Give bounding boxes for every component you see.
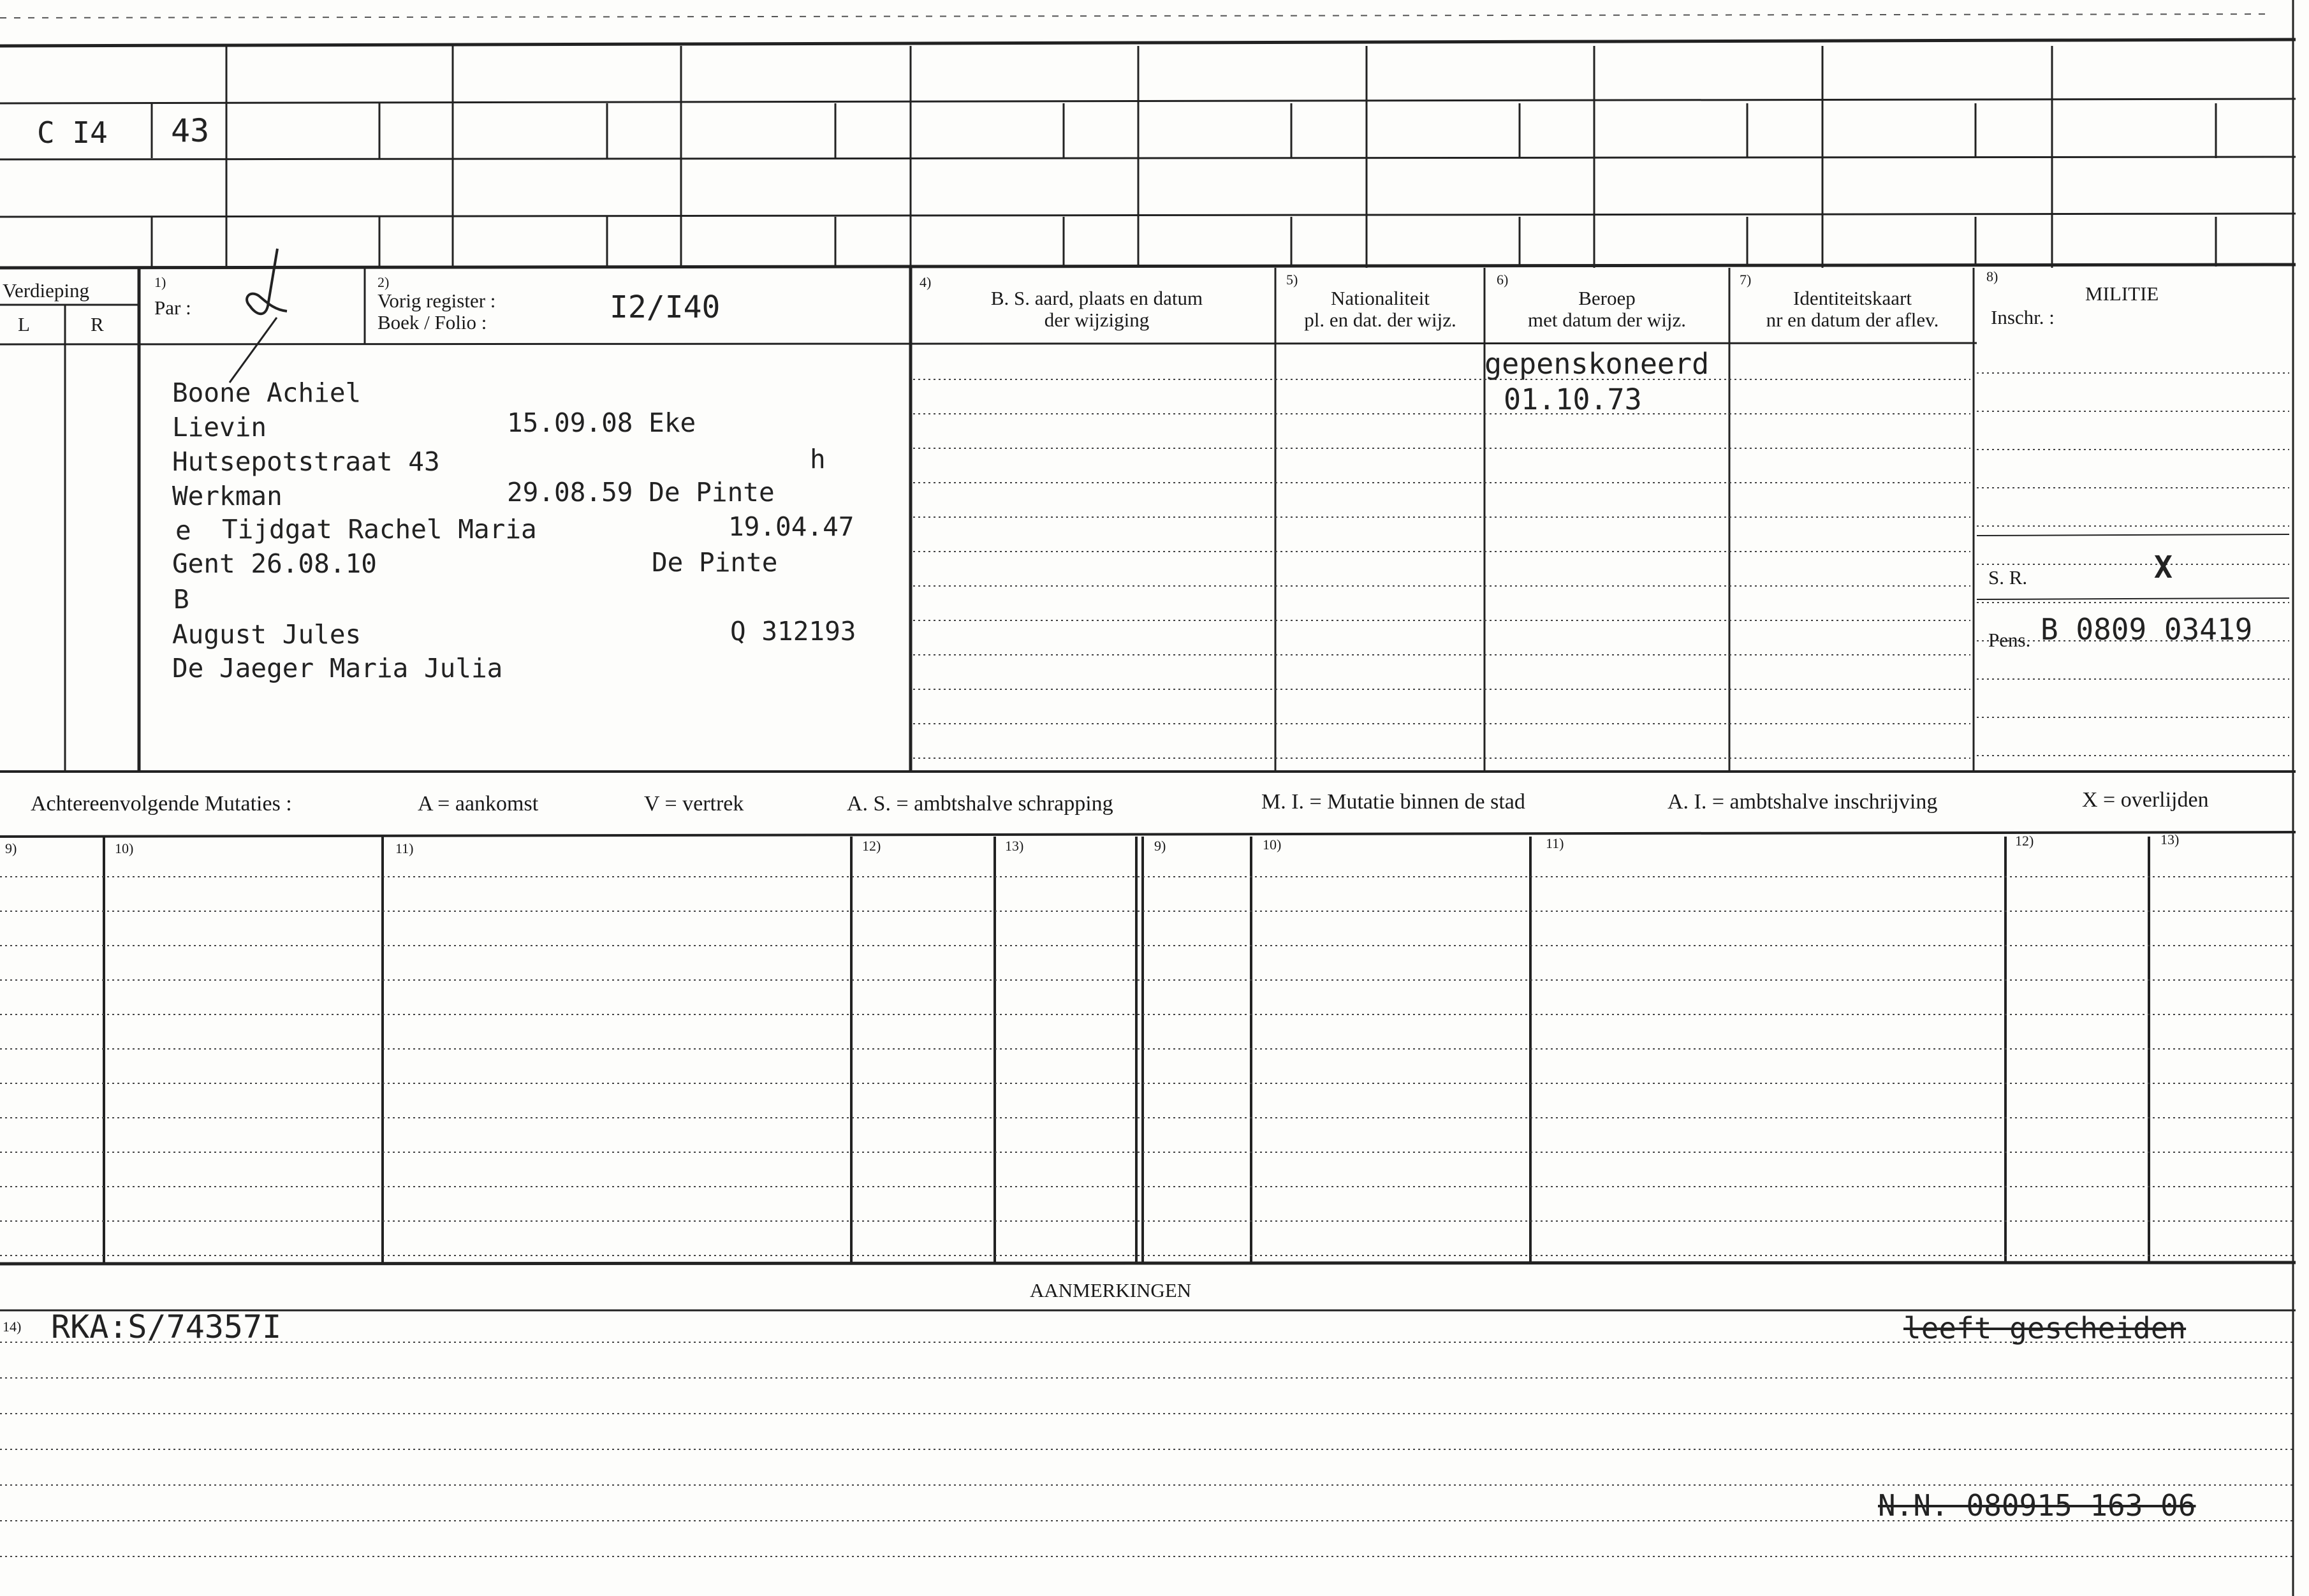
person-surname-firstname: Boone Achiel (172, 377, 362, 408)
person-married-prefix: e (175, 515, 191, 546)
header-verdieping: Verdieping (3, 279, 90, 302)
header-inschr: Inschr. : (1991, 306, 2055, 328)
person-spouse-date: 19.04.47 (728, 511, 854, 542)
header-col4-line2: der wijziging (1044, 309, 1150, 331)
legend-aankomst: A = aankomst (418, 792, 539, 816)
header-militie: MILITIE (2085, 282, 2159, 305)
person-second-name: Lievin (172, 412, 267, 443)
header-col5-line2: pl. en dat. der wijz. (1304, 309, 1456, 331)
militie-pens-value: B 0809 03419 (2041, 612, 2253, 647)
ruling-line (0, 40, 2296, 46)
legend-ambtshalve-schrapping: A. S. = ambtshalve schrapping (847, 792, 1113, 816)
militie-sr-label: S. R. (1988, 566, 2028, 589)
remarks-national-number: N.N. 080915 163 06 (1878, 1488, 2196, 1523)
remarks-title: AANMERKINGEN (1030, 1279, 1192, 1301)
col-number-2: 2) (378, 274, 390, 290)
ruling-line (0, 265, 2296, 268)
ruling-line (0, 14, 2270, 18)
person-occupation: Werkman (172, 481, 282, 511)
mut-col-12-left: 12) (862, 838, 881, 854)
previous-register-value: I2/I40 (610, 289, 721, 325)
person-father: August Jules (172, 619, 362, 650)
legend-vertrek: V = vertrek (644, 792, 744, 816)
ruling-line (0, 99, 2296, 103)
occupation-value: gepenskoneerd (1484, 347, 1710, 381)
card-code: C I4 (37, 115, 108, 150)
handwritten-par-mark (210, 242, 312, 395)
header-col7-line1: Identiteitskaart (1793, 287, 1912, 309)
header-vorig-register: Vorig register : (378, 289, 496, 312)
person-mother: De Jaeger Maria Julia (172, 653, 503, 684)
card-number: 43 (171, 112, 210, 149)
person-spouse: Tijdgat Rachel Maria (222, 514, 537, 545)
mut-col-10-right: 10) (1263, 837, 1282, 853)
header-col6-line1: Beroep (1578, 287, 1636, 309)
person-address: Hutsepotstraat 43 (172, 446, 440, 477)
person-resident-since: 29.08.59 De Pinte (507, 477, 775, 508)
person-mark-h: h (810, 444, 826, 474)
header-boek-folio: Boek / Folio : (378, 311, 487, 333)
col-number-6: 6) (1497, 272, 1509, 288)
mutations-title: Achtereenvolgende Mutaties : (31, 792, 292, 816)
legend-overlijden: X = overlijden (2082, 788, 2209, 812)
ruling-line (0, 157, 2296, 159)
person-place: De Pinte (652, 547, 778, 578)
mut-col-13-right: 13) (2160, 831, 2180, 847)
col-number-1: 1) (154, 274, 166, 290)
col-number-4: 4) (920, 274, 932, 290)
occupation-date: 01.10.73 (1504, 383, 1642, 416)
person-nationality: B (173, 584, 189, 615)
person-document-number: Q 312193 (730, 616, 856, 647)
col-number-7: 7) (1740, 272, 1752, 288)
ruling-line (1977, 534, 2289, 536)
col-number-5: 5) (1286, 272, 1298, 288)
ruling-line (0, 832, 2296, 837)
remarks-leeft-gescheiden: leeft gescheiden (1903, 1311, 2187, 1345)
mut-col-12-right: 12) (2015, 833, 2034, 849)
header-col7-line2: nr en datum der aflev. (1766, 309, 1939, 331)
ruling-line (0, 1263, 2296, 1264)
mut-col-9-left: 9) (5, 840, 17, 856)
header-verdieping-r: R (91, 313, 104, 335)
mut-col-9-right: 9) (1154, 838, 1166, 854)
legend-ambtshalve-inschrijving: A. I. = ambtshalve inschrijving (1668, 790, 1938, 814)
remarks-number: 14) (3, 1319, 22, 1335)
mut-col-11-left: 11) (395, 840, 414, 856)
header-col6-line2: met datum der wijz. (1528, 309, 1686, 331)
ruling-line (1977, 598, 2289, 599)
mut-col-11-right: 11) (1546, 835, 1564, 851)
person-birth: 15.09.08 Eke (507, 407, 696, 438)
header-verdieping-l: L (18, 313, 30, 335)
remarks-rka: RKA:S/74357I (51, 1308, 282, 1345)
person-birthplace: Gent 26.08.10 (172, 548, 377, 579)
mut-col-13-left: 13) (1005, 838, 1024, 854)
header-col4-line1: B. S. aard, plaats en datum (990, 287, 1203, 309)
mut-col-10-left: 10) (115, 840, 134, 856)
legend-mutatie-binnen-stad: M. I. = Mutatie binnen de stad (1261, 790, 1525, 814)
col-number-8: 8) (1986, 268, 1998, 284)
header-col5-line1: Nationaliteit (1331, 287, 1430, 309)
militie-pens-label: Pens. (1988, 629, 2031, 651)
ruling-line (0, 214, 2296, 217)
militie-sr-value: X (2154, 550, 2173, 585)
header-par: Par : (154, 297, 191, 319)
